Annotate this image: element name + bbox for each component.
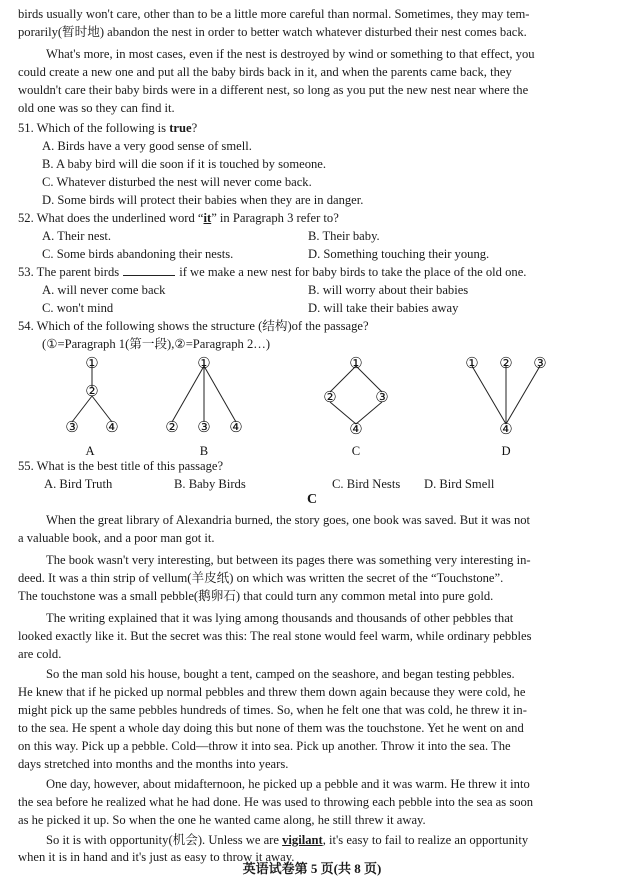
q52-row-1	[42, 228, 606, 245]
q52-stem-pre: What does the underlined word “	[36, 211, 204, 225]
c-line-3: The book wasn't very interesting, but between its pages there was something very interesting in-	[46, 553, 531, 567]
q53-stem-pre: The parent birds	[36, 265, 120, 279]
diagram-a-node-3: ③	[65, 420, 79, 436]
q52-row-2	[42, 246, 606, 263]
c-line-6: The writing explained that it was lying among thousands and thousands of other pebbles that	[46, 611, 514, 625]
last-para-post: , it's easy to fail to realize an opportunity	[322, 833, 529, 847]
c-line-12: to the sea. He spent a whole day doing this but none of them was the touchstone. Yet he went on and	[18, 721, 524, 735]
q54-legend: (①=Paragraph 1(第一段),②=Paragraph 2…)	[42, 337, 271, 351]
q53-row-1	[42, 282, 606, 299]
c-line-13: on this way. Pick up a pebble. Cold—throw it into sea. Pick up another. Throw it into the sea. The	[18, 739, 511, 753]
vigilant-word: vigilant	[282, 833, 323, 847]
q51-option-b[interactable]: B. A baby bird will die soon if it is touched by someone.	[42, 157, 327, 171]
q51-option-a[interactable]: A. Birds have a very good sense of smell.	[42, 139, 252, 153]
c-line-11: might pick up the same pebbles hundreds of times. So, when he felt one that was cold, he threw it in-	[18, 703, 527, 717]
q55-stem-text: What is the best title of this passage?	[36, 459, 224, 473]
c-line-14: days stretched into months and the months into years.	[18, 757, 289, 771]
q53-option-b[interactable]: B. will worry about their babies	[308, 283, 469, 297]
c-line-7: looked exactly like it. But the secret was this: The real stone would feel warm, while ordinary pebbles	[18, 629, 532, 643]
intro-line-5: wouldn't care their baby birds were in a different nest, so long as you put the new nest near where the	[18, 83, 529, 97]
q54-stem-text: Which of the following shows the structure (结构)of the passage?	[36, 319, 369, 333]
q51-stem-bold: true	[169, 121, 192, 135]
q51-stem-post: ?	[191, 121, 198, 135]
q52-number: 52.	[18, 211, 34, 225]
q53-option-c[interactable]: C. won't mind	[42, 301, 114, 315]
q51-stem	[18, 120, 606, 137]
diagram-d-node-2: ②	[499, 356, 513, 372]
c-line-10: He knew that if he picked up normal pebbles and threw them down again because they were cold, he	[18, 685, 526, 699]
q51-number: 51.	[18, 121, 34, 135]
diagram-c-node-4: ④	[349, 422, 363, 438]
diagram-c-node-3: ③	[375, 390, 389, 406]
q55-number: 55.	[18, 459, 34, 473]
diagram-a-node-1: ①	[85, 356, 99, 372]
q51-option-d[interactable]: D. Some birds will protect their babies when they are in danger.	[42, 193, 364, 207]
q53-option-a[interactable]: A. will never come back	[42, 283, 166, 297]
c-line-1: When the great library of Alexandria burned, the story goes, one book was saved. But it was not	[46, 513, 531, 527]
intro-line-4: could create a new one and put all the baby birds back in it, and when the parents came back, they	[18, 65, 512, 79]
q55-option-c[interactable]: C. Bird Nests	[332, 477, 401, 491]
c-line-9: So the man sold his house, bought a tent, camped on the seashore, and began testing pebbles.	[46, 667, 515, 681]
diagram-nodes	[65, 356, 546, 438]
page-footer: 英语试卷第 5 页(共 8 页)	[242, 861, 382, 876]
q52-option-a[interactable]: A. Their nest.	[42, 229, 112, 243]
q55-option-b[interactable]: B. Baby Birds	[174, 477, 246, 491]
c-line-17: as he picked it up. So when the one he wanted came along, he still threw it away.	[18, 813, 426, 827]
c-line-15: One day, however, about midafternoon, he picked up a pebble and it was warm. He threw it into	[46, 777, 530, 791]
q52-option-d[interactable]: D. Something touching their young.	[308, 247, 490, 261]
diagram-d-node-1: ①	[465, 356, 479, 372]
diagram-label-d[interactable]: D	[501, 444, 511, 458]
diagram-c-node-2: ②	[323, 390, 337, 406]
q54-structure-diagrams	[0, 352, 624, 462]
q55-stem	[18, 458, 606, 475]
q51-stem-pre: Which of the following is	[36, 121, 170, 135]
diagram-b-node-1: ①	[197, 356, 211, 372]
q53-blank	[123, 265, 175, 276]
c-line-16: the sea before he realized what he had done. He was used to throwing each pebble into the sea as soon	[18, 795, 534, 809]
diagram-label-c[interactable]: C	[351, 444, 361, 458]
diagram-d-node-4: ④	[499, 422, 513, 438]
diagram-b-node-4: ④	[229, 420, 243, 436]
q54-number: 54.	[18, 319, 34, 333]
diagram-label-b[interactable]: B	[199, 444, 209, 458]
q53-row-2	[42, 300, 606, 317]
q52-option-b[interactable]: B. Their baby.	[308, 229, 380, 243]
diagram-d-node-3: ③	[533, 356, 547, 372]
diagram-b-node-2: ②	[165, 420, 179, 436]
q53-stem-post: if we make a new nest for baby birds to take the place of the old one.	[179, 265, 527, 279]
c-line-5: The touchstone was a small pebble(鹅卵石) that could turn any common metal into pure gold.	[18, 589, 494, 603]
diagram-label-a[interactable]: A	[85, 444, 95, 458]
last-para-pre: So it is with opportunity(机会). Unless we are	[46, 833, 283, 847]
c-line-2: a valuable book, and a poor man got it.	[18, 531, 215, 545]
intro-line-6: old one was so they can find it.	[18, 101, 175, 115]
section-c-heading: C	[306, 492, 318, 507]
q52-stem-post: ” in Paragraph 3 refer to?	[211, 211, 339, 225]
q52-underlined-word: it	[203, 211, 212, 225]
intro-line-1: birds usually won't care, other than to be a little more careful than normal. Sometimes, they may tem-	[18, 7, 530, 21]
q55-option-d[interactable]: D. Bird Smell	[424, 477, 495, 491]
intro-line-2: porarily(暂时地) abandon the nest in order to better watch whatever disturbed their nest comes back.	[18, 25, 527, 39]
c-line-8: are cold.	[18, 647, 62, 661]
diagram-b-node-3: ③	[197, 420, 211, 436]
q52-stem	[18, 210, 606, 227]
q55-option-a[interactable]: A. Bird Truth	[44, 477, 113, 491]
q53-option-d[interactable]: D. will take their babies away	[308, 301, 459, 315]
c-last-para-line-2: when it is in hand and it's just as easy to throw it away.	[18, 850, 295, 864]
diagram-c-node-1: ①	[349, 356, 363, 372]
intro-line-3: What's more, in most cases, even if the nest is destroyed by wind or something to that effect, you	[46, 47, 535, 61]
diagram-a-node-4: ④	[105, 420, 119, 436]
q53-number: 53.	[18, 265, 34, 279]
q53-stem	[18, 264, 606, 281]
q54-stem	[18, 318, 606, 335]
diagram-a-node-2: ②	[85, 384, 99, 400]
c-last-para-line-1	[46, 832, 606, 849]
q51-option-c[interactable]: C. Whatever disturbed the nest will never come back.	[42, 175, 312, 189]
c-line-4: deed. It was a thin strip of vellum(羊皮纸) on which was written the secret of the “Touchstone”.	[18, 571, 504, 585]
q52-option-c[interactable]: C. Some birds abandoning their nests.	[42, 247, 234, 261]
